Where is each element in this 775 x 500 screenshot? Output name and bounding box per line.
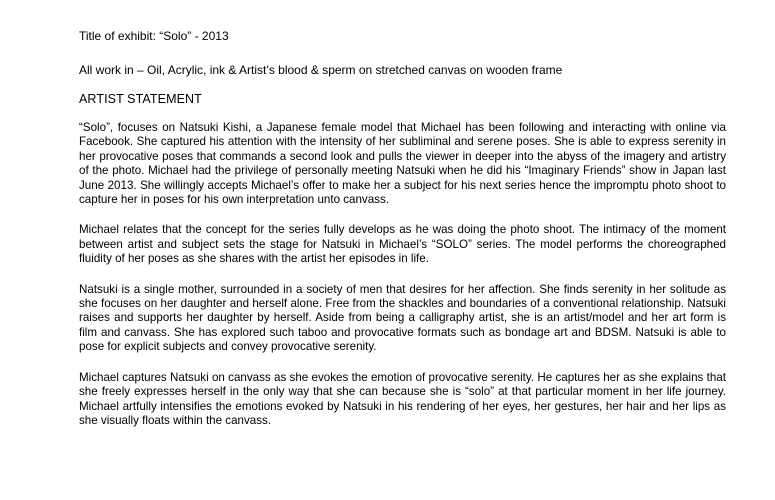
paragraph-3: Natsuki is a single mother, surrounded in a society of men that desires for her affection. She finds serenity in her solitude as she focuses on her daughter and herself alone. Free from the shackles and boundaries of a conventional relationship. Natsuki raises and supports her daughter by herself. Aside from being a calligraphy artist, she is an artist/model and her art form is film and canvass. She has explored such taboo and provocative formats such as bondage art and BDSM. Natsuki is able to pose for explicit subjects and convey provocative serenity. bbox=[79, 282, 726, 354]
paragraph-4: Michael captures Natsuki on canvass as she evokes the emotion of provocative serenity. He captures her as she explains that she freely expresses herself in the only way that she can because she is “solo” at that particular moment in her life journey. Michael artfully intensifies the emotions evoked by Natsuki in his rendering of her eyes, her gestures, her hair and her lips as she visually floats within the canvass. bbox=[79, 370, 726, 427]
document-body bbox=[79, 29, 726, 444]
media-description: All work in – Oil, Acrylic, ink & Artist’s blood & sperm on stretched canvas on wooden frame bbox=[79, 63, 563, 77]
section-heading: ARTIST STATEMENT bbox=[79, 92, 202, 106]
exhibit-title: Title of exhibit: “Solo” - 2013 bbox=[79, 29, 229, 43]
paragraph-1: “Solo”, focuses on Natsuki Kishi, a Japanese female model that Michael has been following and interacting with online via Facebook. She captured his attention with the intensity of her subliminal and serene poses. She is able to express serenity in her provocative poses that commands a second look and pulls the viewer in deeper into the abyss of the imagery and artistry of the photo. Michael had the privilege of personally meeting Natsuki when he did his “Imaginary Friends” show in Japan last June 2013. She willingly accepts Michael’s offer to make her a subject for his next series hence the impromptu photo shoot to capture her in poses for his own interpretation unto canvass. bbox=[79, 121, 726, 207]
paragraph-2: Michael relates that the concept for the series fully develops as he was doing the photo shoot. The intimacy of the moment between artist and subject sets the stage for Natsuki in Michael’s “SOLO” series. The model performs the choreographed fluidity of her poses as she shares with the artist her episodes in life. bbox=[79, 223, 726, 266]
